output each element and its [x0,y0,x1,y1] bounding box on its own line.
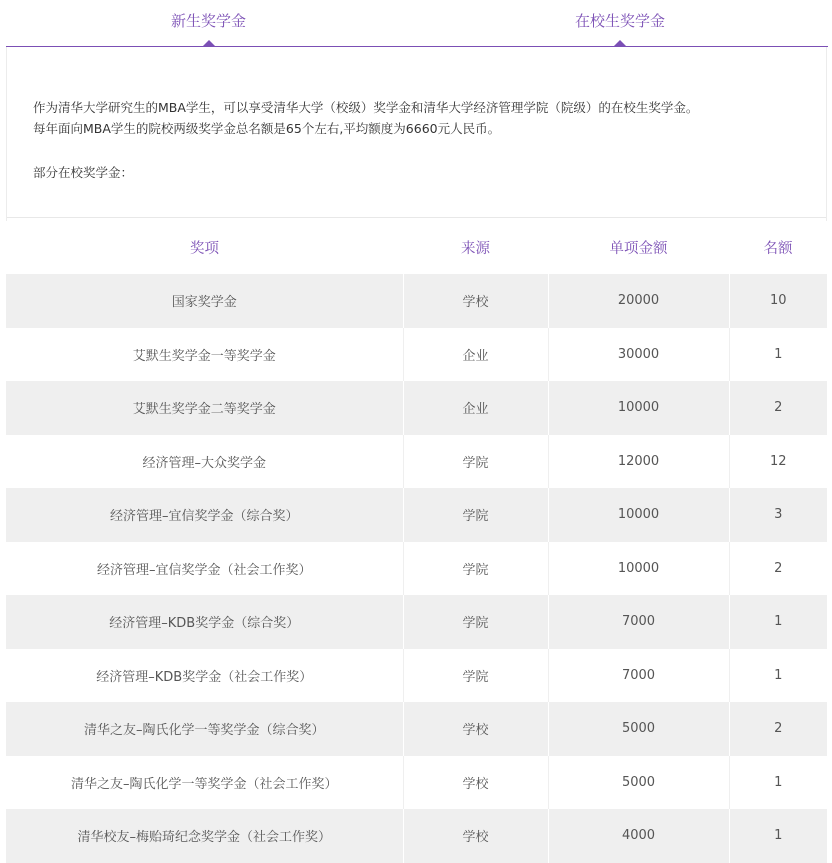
cell-source: 企业 [403,328,548,382]
cell-source: 学校 [403,274,548,328]
cell-quota: 3 [729,488,827,542]
table-row [6,328,827,382]
cell-amount: 4000 [548,809,729,863]
intro-line-1: 作为清华大学研究生的MBA学生，可以享受清华大学（校级）奖学金和清华大学经济管理学院（院级）的在校生奖学金。 [33,100,699,115]
cell-amount: 10000 [548,381,729,435]
cell-source: 学院 [403,488,548,542]
cell-source: 学院 [403,542,548,596]
cell-source: 企业 [403,381,548,435]
table-row [6,595,827,649]
table-row [6,702,827,756]
cell-quota: 1 [729,809,827,863]
cell-source: 学校 [403,809,548,863]
scholarship-table [6,221,827,863]
cell-source: 学院 [403,649,548,703]
header-award: 奖项 [6,221,403,274]
cell-source: 学院 [403,595,548,649]
cell-amount: 30000 [548,328,729,382]
cell-quota: 2 [729,381,827,435]
cell-amount: 20000 [548,274,729,328]
cell-award: 国家奖学金 [6,274,403,328]
cell-amount: 10000 [548,488,729,542]
cell-award: 清华之友–陶氏化学一等奖学金（社会工作奖） [6,756,403,810]
intro-line-2: 每年面向MBA学生的院校两级奖学金总名额是65个左右,平均额度为6660元人民币。 [33,121,501,136]
cell-award: 艾默生奖学金二等奖学金 [6,381,403,435]
table-row [6,274,827,328]
cell-amount: 7000 [548,649,729,703]
cell-award: 清华校友–梅贻琦纪念奖学金（社会工作奖） [6,809,403,863]
table-row [6,649,827,703]
cell-quota: 1 [729,595,827,649]
cell-amount: 12000 [548,435,729,489]
cell-quota: 2 [729,542,827,596]
header-amount: 单项金额 [548,221,729,274]
tab-current-student-scholarship[interactable]: 在校生奖学金 [575,12,666,30]
intro-text [33,97,823,139]
header-quota: 名额 [729,221,827,274]
section-subheading: 部分在校奖学金： [33,165,134,180]
table-header-row [6,221,827,274]
cell-source: 学院 [403,435,548,489]
cell-source: 学校 [403,756,548,810]
cell-award: 经济管理–KDB奖学金（社会工作奖） [6,649,403,703]
table-row [6,756,827,810]
divider [7,217,826,218]
cell-amount: 7000 [548,595,729,649]
cell-award: 清华之友–陶氏化学一等奖学金（综合奖） [6,702,403,756]
header-source: 来源 [403,221,548,274]
table-row [6,809,827,863]
cell-award: 经济管理–宜信奖学金（社会工作奖） [6,542,403,596]
cell-award: 经济管理–大众奖学金 [6,435,403,489]
cell-amount: 10000 [548,542,729,596]
table-row [6,381,827,435]
tab-new-student-scholarship[interactable]: 新生奖学金 [171,12,247,30]
cell-quota: 1 [729,328,827,382]
cell-award: 经济管理–KDB奖学金（综合奖） [6,595,403,649]
cell-quota: 10 [729,274,827,328]
table-row [6,435,827,489]
cell-quota: 2 [729,702,827,756]
table-row [6,488,827,542]
scholarship-tabs [0,0,832,47]
cell-quota: 1 [729,649,827,703]
cell-award: 经济管理–宜信奖学金（综合奖） [6,488,403,542]
cell-award: 艾默生奖学金一等奖学金 [6,328,403,382]
cell-quota: 12 [729,435,827,489]
table-row [6,542,827,596]
cell-amount: 5000 [548,756,729,810]
cell-quota: 1 [729,756,827,810]
cell-source: 学校 [403,702,548,756]
cell-amount: 5000 [548,702,729,756]
